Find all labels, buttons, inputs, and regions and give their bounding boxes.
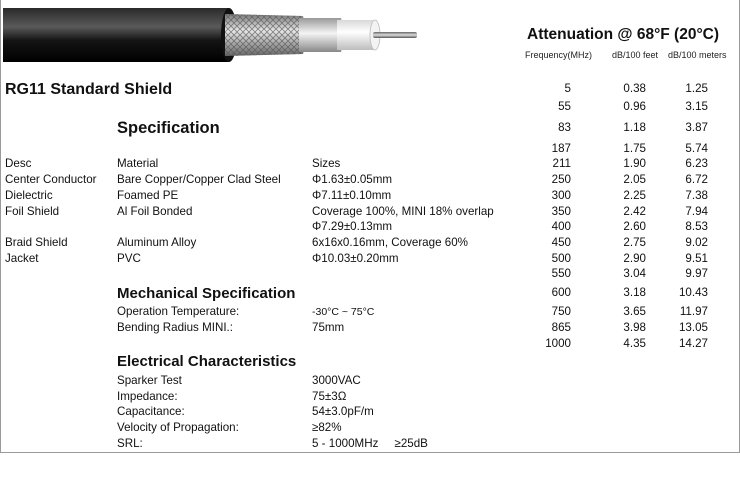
electrical-label: Capacitance:	[117, 405, 185, 418]
attenuation-db-per-100ft: 1.75	[623, 142, 646, 155]
attenuation-frequency: 5	[564, 82, 571, 95]
attenuation-db-per-100m: 7.94	[685, 205, 708, 218]
attenuation-col-meters: dB/100 meters	[668, 50, 727, 60]
attenuation-db-per-100m: 3.87	[685, 121, 708, 134]
attenuation-db-per-100ft: 2.05	[623, 173, 646, 186]
electrical-label: Velocity of Propagation:	[117, 421, 239, 434]
spec-row-size: Φ1.63±0.05mm	[312, 173, 393, 186]
spec-row-size: Φ7.29±0.13mm	[312, 220, 393, 233]
electrical-value: 3000VAC	[312, 374, 361, 387]
mechanical-value: -30°C ~ 75°C	[312, 306, 375, 318]
spec-row-desc: Braid Shield	[5, 236, 68, 249]
attenuation-db-per-100m: 10.43	[678, 286, 708, 299]
electrical-value: ≥82%	[312, 421, 342, 434]
electrical-label: Sparker Test	[117, 374, 182, 387]
attenuation-title: Attenuation @ 68°F (20°C)	[527, 26, 719, 43]
spec-row-material: Aluminum Alloy	[117, 236, 197, 249]
attenuation-db-per-100ft: 0.38	[623, 82, 646, 95]
mechanical-label: Bending Radius MINI.:	[117, 321, 233, 334]
spec-row-size: Φ7.11±0.10mm	[312, 189, 392, 202]
spec-row-desc: Center Conductor	[5, 173, 97, 186]
attenuation-db-per-100m: 3.15	[685, 100, 708, 113]
attenuation-frequency: 865	[551, 321, 571, 334]
product-title: RG11 Standard Shield	[5, 81, 173, 98]
attenuation-db-per-100m: 6.23	[685, 157, 708, 170]
attenuation-db-per-100ft: 2.42	[623, 205, 646, 218]
attenuation-db-per-100ft: 1.18	[623, 121, 646, 134]
attenuation-frequency: 550	[551, 267, 571, 280]
attenuation-frequency: 187	[551, 142, 571, 155]
electrical-value: 54±3.0pF/m	[312, 405, 374, 418]
attenuation-frequency: 500	[551, 252, 571, 265]
attenuation-db-per-100m: 14.27	[678, 337, 708, 350]
attenuation-db-per-100ft: 1.90	[623, 157, 646, 170]
spec-row-size: 6x16x0.16mm, Coverage 60%	[312, 236, 468, 249]
attenuation-db-per-100ft: 4.35	[623, 337, 646, 350]
spec-row-material: Al Foil Bonded	[117, 205, 193, 218]
spec-header-sizes: Sizes	[312, 157, 341, 170]
mechanical-value: 75mm	[312, 321, 345, 334]
spec-row-material: Foamed PE	[117, 189, 179, 202]
spec-row-desc: Jacket	[5, 252, 39, 265]
attenuation-db-per-100m: 6.72	[685, 173, 708, 186]
attenuation-frequency: 55	[558, 100, 571, 113]
attenuation-frequency: 400	[551, 220, 571, 233]
attenuation-db-per-100ft: 3.04	[623, 267, 646, 280]
electrical-label: Impedance:	[117, 390, 178, 403]
attenuation-db-per-100ft: 2.25	[623, 189, 646, 202]
mechanical-heading: Mechanical Specification	[117, 285, 296, 302]
attenuation-frequency: 600	[551, 286, 571, 299]
spec-row-material: Bare Copper/Copper Clad Steel	[117, 173, 281, 186]
attenuation-db-per-100ft: 3.65	[623, 305, 646, 318]
attenuation-db-per-100m: 1.25	[685, 82, 708, 95]
attenuation-col-frequency: Frequency(MHz)	[525, 50, 593, 60]
attenuation-frequency: 250	[551, 173, 571, 186]
attenuation-col-feet: dB/100 feet	[612, 50, 659, 60]
attenuation-frequency: 750	[551, 305, 571, 318]
specification-heading: Specification	[117, 119, 220, 137]
attenuation-db-per-100ft: 0.96	[623, 100, 646, 113]
spec-header-desc: Desc	[5, 157, 32, 170]
attenuation-db-per-100ft: 2.75	[623, 236, 646, 249]
spec-row-desc: Dielectric	[5, 189, 53, 202]
coaxial-cable-illustration	[3, 2, 423, 68]
spec-row-size: Φ10.03±0.20mm	[312, 252, 399, 265]
spec-row-desc: Foil Shield	[5, 205, 60, 218]
electrical-heading: Electrical Characteristics	[117, 353, 297, 370]
attenuation-frequency: 350	[551, 205, 571, 218]
attenuation-frequency: 83	[558, 121, 571, 134]
spec-header-material: Material	[117, 157, 159, 170]
attenuation-db-per-100m: 9.51	[685, 252, 708, 265]
attenuation-frequency: 1000	[545, 337, 571, 350]
attenuation-db-per-100m: 9.02	[685, 236, 708, 249]
attenuation-db-per-100m: 13.05	[678, 321, 708, 334]
attenuation-db-per-100m: 8.53	[685, 220, 708, 233]
attenuation-db-per-100ft: 3.98	[623, 321, 646, 334]
attenuation-db-per-100m: 9.97	[685, 267, 708, 280]
attenuation-db-per-100m: 7.38	[685, 189, 708, 202]
spec-row-material: PVC	[117, 252, 141, 265]
mechanical-label: Operation Temperature:	[117, 305, 240, 318]
attenuation-db-per-100ft: 2.60	[623, 220, 646, 233]
attenuation-db-per-100ft: 3.18	[623, 286, 646, 299]
electrical-label: SRL:	[117, 437, 143, 450]
electrical-value: 5 - 1000MHz ≥25dB	[312, 437, 428, 450]
attenuation-db-per-100m: 11.97	[679, 305, 708, 318]
attenuation-frequency: 450	[551, 236, 571, 249]
attenuation-db-per-100ft: 2.90	[623, 252, 646, 265]
electrical-value: 75±3Ω	[312, 390, 347, 403]
attenuation-frequency: 211	[552, 157, 571, 170]
attenuation-db-per-100m: 5.74	[685, 142, 708, 155]
attenuation-frequency: 300	[551, 189, 571, 202]
spec-row-size: Coverage 100%, MINI 18% overlap	[312, 205, 494, 218]
